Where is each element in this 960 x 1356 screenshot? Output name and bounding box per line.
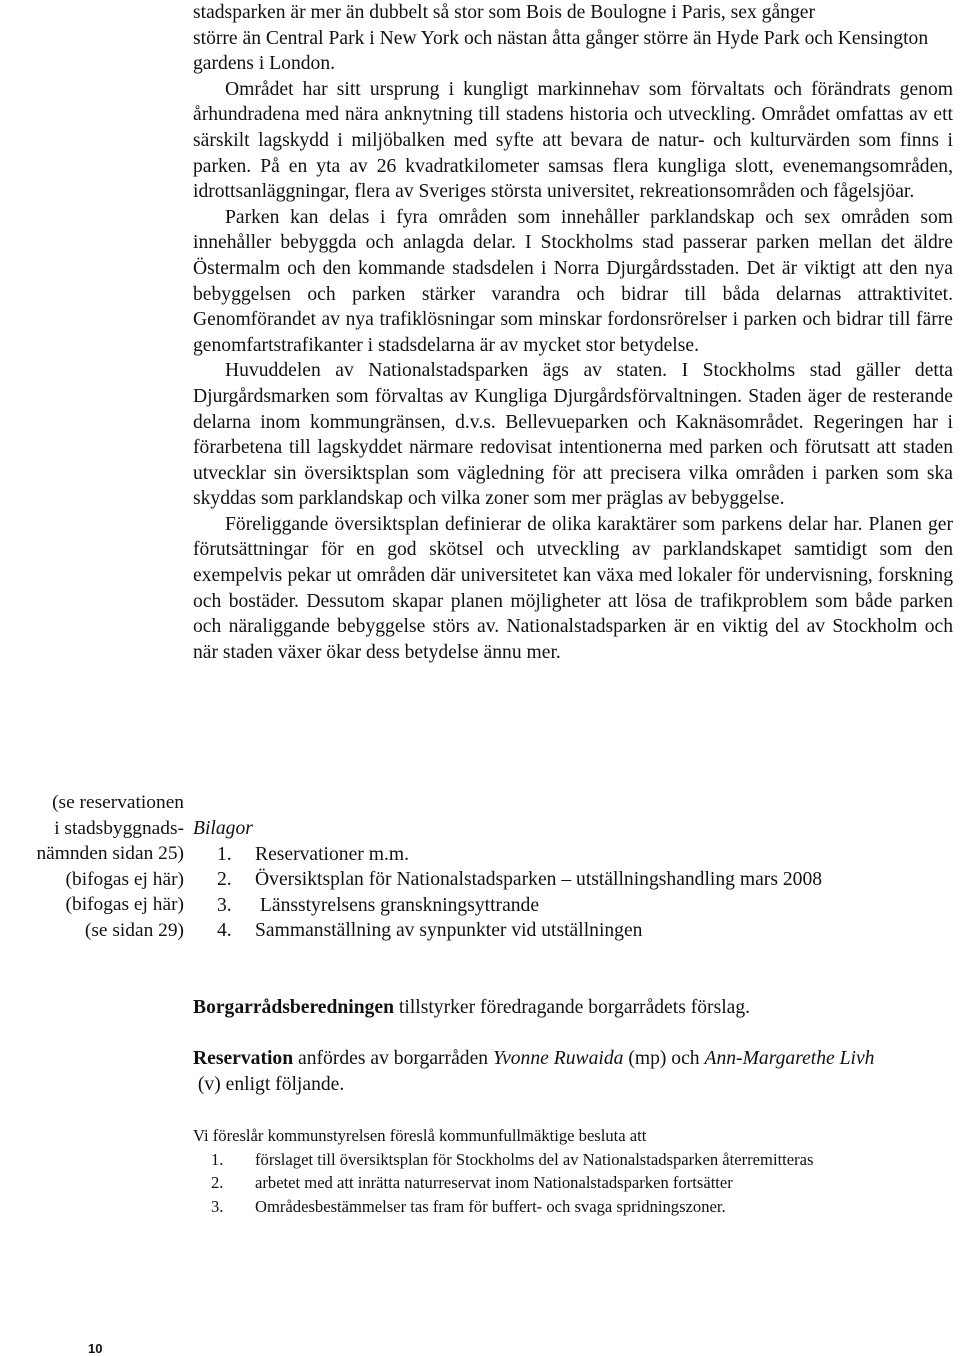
page-number: 10 xyxy=(88,1341,103,1356)
paragraph-first-line: stadsparken är mer än dubbelt så stor som Bois de Boulogne i Paris, sex gånger xyxy=(193,2,815,23)
list-number: 2. xyxy=(217,869,232,891)
resolution-text: förslaget till översiktsplan för Stockholms del av Nationalstadsparken återremitteras xyxy=(255,1149,814,1169)
attachments-section xyxy=(193,816,953,944)
statement-text: tillstyrker föredragande borgarrådets förslag. xyxy=(394,997,751,1018)
resolution-section xyxy=(193,1124,953,1218)
borgarradsberedningen-statement xyxy=(193,995,958,1021)
reservation-text: (mp) och xyxy=(623,1048,705,1069)
statement-label: Borgarrådsberedningen xyxy=(193,997,395,1018)
paragraph-continuation xyxy=(193,0,953,77)
list-number: 4. xyxy=(217,920,232,942)
list-number: 1. xyxy=(211,1149,224,1169)
margin-note: (bifogas ej här) xyxy=(65,868,184,890)
attachment-text: Reservationer m.m. xyxy=(255,843,409,865)
person-name: Ann-Margarethe Livh xyxy=(704,1048,875,1069)
list-number: 1. xyxy=(217,843,232,865)
reservation-text: (v) enligt följande. xyxy=(193,1073,345,1095)
list-number: 2. xyxy=(211,1173,224,1193)
attachment-item xyxy=(193,918,953,944)
paragraph: Området har sitt ursprung i kungligt markinnehav som förvaltats och förändrats genom århundradena med nära anknytning till stadens historia och utveckling. Området omfattas av ett särskilt lagskydd i miljöbalken med syfte att bevara de natur- och kulturvärden som finns i parken. På en yta av 26 kvadratkilometer samsas flera kungliga slott, evenemangsområden, idrottsanläggningar, flera av Sveriges största universitet, rekreationsområden och fågelsjöar. xyxy=(193,78,953,203)
paragraph: Föreliggande översiktsplan definierar de olika karaktärer som parkens delar har. Planen ger förutsättningar för en god skötsel och utveckling av parklandskapet samtidigt som den exempelvis pekar ut områden där universitetet kan växa med lokaler för undervisning, forskning och bostäder. Dessutom skapar planen möjligheter att lösa de trafikproblem som både parken och näraliggande bebyggelse störs av. Nationalstadsparken är en viktig del av Stockholm och när staden växer ökar dess betydelse ännu mer. xyxy=(193,513,953,663)
resolution-list xyxy=(193,1148,953,1219)
paragraph: Parken kan delas i fyra områden som innehåller parklandskap och sex områden som innehåller bebyggda och anlagda delar. I Stockholms stad passerar parken mellan det äldre Östermalm och den kommande stadsdelen i Norra Djurgårdsstaden. Det är viktigt att den nya bebyggelsen och parken stärker varandra och bidrar till båda delarnas attraktivitet. Genomförandet av nya trafiklösningar som minskar fordonsrörelser i parken och bidrar till färre genomfartstrafikanter i stadsdelarna är av mycket stor betydelse. xyxy=(193,206,953,356)
attachment-text: Sammanställning av synpunkter vid utställningen xyxy=(255,920,643,942)
paragraph: Huvuddelen av Nationalstadsparken ägs av staten. I Stockholms stad gäller detta Djurgårdsmarken som förvaltas av Kungliga Djurgårdsförvaltningen. Staden äger de resterande delarna inom kommungränsen, d.v.s. Bellevueparken och Kaknäsområdet. Regeringen har i förarbetena till lagskyddet närmare redovisat intentionerna med parken och förutsatt att staden utvecklar sin översiktsplan som vägledning för att precisera vilka områden i parken som ska skyddas som parklandskap och vilka zoner som mer präglas av bebyggelse. xyxy=(193,360,953,510)
margin-note: (bifogas ej här) xyxy=(65,894,184,916)
resolution-intro: Vi föreslår kommunstyrelsen föreslå kommunfullmäktige besluta att xyxy=(193,1126,647,1145)
resolution-item xyxy=(193,1195,953,1219)
main-text xyxy=(193,0,953,665)
resolution-item xyxy=(193,1148,953,1172)
person-name: Yvonne Ruwaida xyxy=(492,1048,624,1069)
attachments-heading: Bilagor xyxy=(193,818,253,839)
list-number: 3. xyxy=(217,894,232,916)
attachment-item xyxy=(193,842,953,868)
attachment-text: Länsstyrelsens granskningsyttrande xyxy=(255,894,540,916)
margin-note: nämnden sidan 25) xyxy=(36,843,184,865)
reservation-label: Reservation xyxy=(193,1048,294,1069)
reservation-text: anfördes av borgarråden xyxy=(293,1048,493,1069)
paragraph-text: större än Central Park i New York och nästan åtta gånger större än Hyde Park och Kensington gardens i London. xyxy=(193,27,929,75)
reservation-statement xyxy=(193,1046,958,1097)
resolution-text: arbetet med att inrätta naturreservat inom Nationalstadsparken fortsätter xyxy=(255,1173,733,1193)
attachments-list xyxy=(193,842,953,944)
attachment-item xyxy=(193,893,953,919)
margin-notes xyxy=(0,790,184,944)
margin-note: i stadsbyggnads- xyxy=(54,817,184,839)
resolution-item xyxy=(193,1171,953,1195)
margin-note: (se reservationen xyxy=(52,792,184,813)
attachment-item xyxy=(193,867,953,893)
list-number: 3. xyxy=(211,1196,224,1216)
margin-note: (se sidan 29) xyxy=(84,919,184,941)
resolution-text: Områdesbestämmelser tas fram för buffert- och svaga spridningszoner. xyxy=(255,1196,726,1216)
attachment-text: Översiktsplan för Nationalstadsparken – utställningshandling mars 2008 xyxy=(255,869,823,891)
